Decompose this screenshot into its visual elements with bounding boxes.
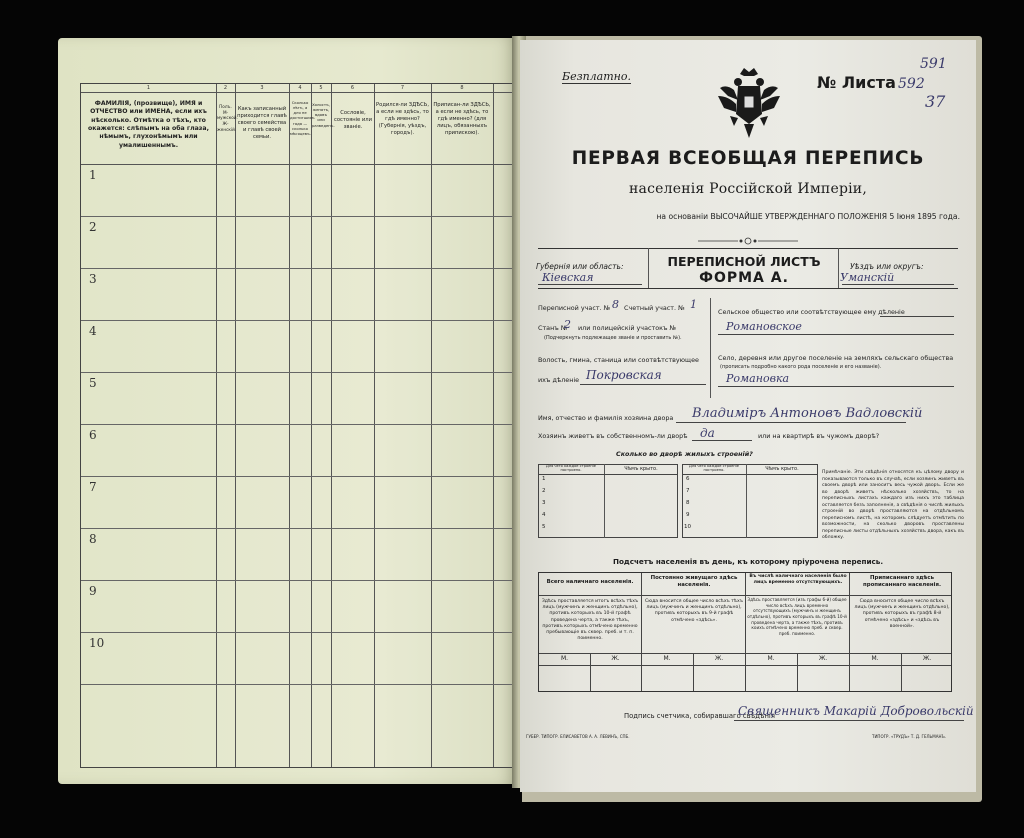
buildings-head-line: [538, 474, 678, 475]
census-entries-table: [80, 83, 514, 768]
ct-male: М.: [767, 655, 775, 662]
schetny-label: Счетный участ. №: [624, 304, 685, 312]
building-num: 5: [542, 524, 546, 530]
row-number: 2: [89, 220, 97, 234]
fields-divider: [710, 298, 711, 398]
building-num: 3: [542, 500, 546, 506]
sheet-number-handwritten: 592: [898, 76, 925, 92]
owner-lives-value: да: [700, 426, 715, 440]
perepisnoy-label: Переписной участ. №: [538, 304, 611, 312]
buildings-table-right: [682, 464, 818, 538]
underline: [718, 334, 954, 335]
row-line: [81, 268, 513, 269]
ct-desc-permanent: Сюда вносится общее число всѣхъ тѣхъ лицъ (мужчинъ и женщинъ отдѣльно), противъ которыхъ въ 9-й графѣ отмѣчено «здѣсь».: [645, 599, 743, 623]
buildings-table-left: [538, 464, 678, 538]
buildings-question: Сколько во дворѣ жилыхъ строеній?: [616, 450, 753, 458]
ct-female: Ж.: [611, 655, 620, 662]
row-number: 6: [89, 428, 97, 442]
row-line: [81, 320, 513, 321]
row-number: 7: [89, 480, 97, 494]
row-number: 1: [89, 168, 97, 182]
building-num: 10: [684, 524, 691, 530]
legal-basis: на основаніи ВЫСОЧАЙШЕ УТВЕРЖДЕННАГО ПОЛОЖЕНІЯ 5 Іюня 1895 года.: [656, 212, 960, 221]
selo-note: (прописать подробно какого рода поселеніе и его названіе).: [720, 364, 882, 370]
uezd-value: Уманскій: [840, 271, 895, 284]
underline: [842, 284, 954, 285]
header-box-line: [538, 248, 958, 249]
ct-line: [539, 595, 951, 596]
building-num: 8: [686, 500, 690, 506]
note-paragraph: Примѣчаніе. Эти свѣдѣнія относятся къ цѣлому двору и показываются только въ случаѣ, если хозяинъ живетъ въ своемъ дворѣ или заноситъ весь чужой дворъ. Если же во дворѣ живетъ нѣсколько хозяйствъ, то на переписныхъ листахъ каждаго изъ нихъ это таблица оставляется безъ заполненія, а свѣдѣнія о числѣ жилыхъ строеній во дворѣ проставляются на отдѣльномъ переписномъ листѣ, на которомъ слѣдуетъ отмѣтить по возможности, на сколько дворовъ проставлены переписные листы отдѣльныхъ хозяйствъ двора, какъ въ обложку.: [822, 470, 964, 541]
population-count-table: [538, 572, 952, 692]
row-line: [81, 580, 513, 581]
row-line: [81, 632, 513, 633]
row-line: [81, 528, 513, 529]
selskoe-label: Сельское общество или соотвѣтствующее ему дѣленіе: [718, 308, 905, 316]
ct-male: М.: [871, 655, 879, 662]
enumerator-signature-label: Подпись счетчика, собиравшаго свѣдѣнія: [624, 712, 775, 720]
stan-value: 2: [564, 318, 571, 331]
stan-tail: или полицейскій участокъ №: [578, 324, 677, 332]
building-num: 4: [542, 512, 546, 518]
underline: [880, 316, 954, 317]
ct-line: [539, 665, 951, 666]
building-num: 6: [686, 476, 690, 482]
row-line: [81, 476, 513, 477]
header-registered: Приписан-ли ЗДѢСЬ, а если не здѣсь, то гдѣ именно? (для лицъ, обязанныхъ припискою).: [433, 102, 491, 137]
row-line: [81, 216, 513, 217]
header-relation: Какъ записанный приходится главѣ своего семейства и главѣ своей семьи.: [237, 106, 287, 141]
header-marital: Холостъ, женатъ, вдовъ или разведенъ.: [312, 102, 335, 128]
left-page: [58, 38, 518, 784]
col-divider: [431, 84, 432, 767]
underline: [580, 384, 706, 385]
column-number: 3: [260, 85, 264, 91]
header-line: [81, 164, 513, 165]
ct-head-total: Всего наличнаго населенія.: [546, 579, 634, 585]
buildings-head-line: [682, 474, 818, 475]
underline: [538, 284, 642, 285]
ct-divider: [641, 573, 642, 691]
header-box-line: [538, 288, 958, 289]
perepisnoy-value: 8: [612, 298, 619, 311]
stan-label: Станъ №: [538, 324, 568, 332]
buildings-divider: [604, 464, 605, 538]
volost-label: Волость, гмина, станица или соотвѣтствующее: [538, 356, 699, 364]
archive-number-corner: 591: [920, 56, 947, 72]
ct-desc-total: Здѣсь проставляется итогъ всѣхъ тѣхъ лицъ (мужчинъ и женщинъ отдѣльно), противъ которыхъ въ 10-й графѣ проведена черта, а также тѣхъ, противъ которыхъ отмѣчено временно пребывающіе въ сквер. преб. и т. п. поименно.: [541, 599, 639, 642]
ornament-icon: [698, 236, 798, 246]
ct-head-registered: Приписаннаго здѣсь прописаннаго населенія.: [862, 575, 941, 589]
ct-female: Ж.: [818, 655, 828, 662]
uezd-label: Уѣздъ или округъ:: [850, 262, 924, 271]
owner-lives-tail: или на квартирѣ въ чужомъ дворѣ?: [758, 432, 880, 440]
owner-label: Имя, отчество и фамилія хозяина двора: [538, 414, 674, 422]
ct-head-absent: Въ числѣ наличнаго населенія было лицъ временно отсутствующихъ.: [749, 574, 847, 585]
row-line: [81, 372, 513, 373]
underline: [692, 440, 752, 441]
column-number: 5: [319, 85, 323, 91]
col-divider: [311, 84, 312, 767]
header-line: [81, 92, 513, 93]
row-number: 3: [89, 272, 97, 286]
row-line: [81, 684, 513, 685]
header-box-divider: [838, 248, 839, 288]
underline: [734, 720, 964, 721]
volost-label-2: ихъ дѣленіе: [538, 376, 580, 384]
schetny-value: 1: [690, 298, 697, 311]
col-divider: [235, 84, 236, 767]
ct-desc-absent: Здѣсь проставляется (изъ графы 6-й) общее число всѣхъ лицъ временно отсутствующихъ (мужчинъ и женщинъ отдѣльно), противъ которыхъ въ графѣ 10-й проведена черта, а также тѣхъ, противъ коихъ отмѣчено временно преб. и сквер. преб. поименно.: [747, 597, 847, 637]
column-number: 1: [146, 85, 151, 91]
col-divider: [216, 84, 217, 767]
selskoe-value: Романовское: [726, 320, 802, 333]
row-number: 10: [89, 636, 105, 650]
gubernia-label: Губернія или область:: [536, 262, 624, 271]
ct-head-permanent: Постоянно живущаго здѣсь населенія.: [650, 575, 738, 589]
enumerator-signature: Священникъ Макарій Добровольскій: [738, 704, 974, 718]
ct-female: Ж.: [714, 655, 724, 662]
building-num: 1: [542, 476, 546, 482]
column-number: 6: [350, 85, 355, 91]
ct-desc-registered: Сюда вносится общее число всѣхъ лицъ (мужчинъ и женщинъ отдѣльно), противъ которыхъ въ графѣ 8-й отмѣчено «здѣсь» и «здѣсь въ военной».: [854, 599, 950, 629]
header-age: Сколько лѣтъ, а для не достигшихъ года — сколько мѣсяцевъ.: [290, 100, 315, 136]
owner-lives-label: Хозяинъ живетъ въ собственномъ-ли дворѣ: [538, 432, 688, 440]
underline: [676, 422, 906, 423]
sheet-sub-number: 37: [925, 92, 946, 111]
right-page: [520, 40, 976, 792]
building-num: 2: [542, 488, 546, 494]
row-line: [81, 424, 513, 425]
selo-value: Романовка: [726, 372, 790, 385]
gubernia-value: Кіевская: [542, 271, 594, 284]
stan-note: (Подчеркнуть подлежащее званіе и проставить №).: [544, 335, 682, 341]
buildings-head-roof: Чѣмъ крыто.: [765, 466, 799, 472]
header-estate: Сословіе, состояніе или званіе.: [334, 110, 372, 131]
census-title: ПЕРВАЯ ВСЕОБЩАЯ ПЕРЕПИСЬ: [571, 148, 925, 169]
buildings-head-purpose: Для чего каждое строеніе построено.: [689, 464, 739, 472]
free-of-charge-label: Безплатно.: [562, 70, 632, 83]
column-number: 4: [298, 85, 302, 91]
col-divider: [493, 84, 494, 767]
row-number: 9: [89, 584, 97, 598]
ct-male: М.: [560, 655, 569, 662]
building-num: 9: [686, 512, 690, 518]
printer-imprint-right: ТИПОГР. «ТРУДЪ» Т. Д. ГЕЛЬМАНЪ.: [872, 734, 947, 739]
printer-imprint-left: ГУБЕР. ТИПОГР. ЕЛИСАВЕТОВ А. А. ЛЕВИНЪ, СПБ.: [526, 734, 630, 739]
buildings-head-purpose: Для чего каждое строеніе построено.: [546, 464, 596, 472]
census-subtitle: населенія Россійской Имперіи,: [629, 181, 867, 197]
header-box-divider: [648, 248, 649, 288]
form-title-line-2: ФОРМА А.: [699, 269, 789, 286]
col-divider: [374, 84, 375, 767]
header-name: ФАМИЛІЯ, (прозвище), ИМЯ и ОТЧЕСТВО или ИМЕНА, если ихъ нѣсколько. Отмѣтка о тѣхъ, кто окажется: слѣпымъ на оба глаза, нѣмымъ, глухонѣмымъ или умалишеннымъ.: [88, 100, 209, 149]
owner-value: Владиміръ Антоновъ Вадловскій: [692, 406, 923, 421]
ct-female: Ж.: [922, 655, 932, 662]
count-title: Подсчетъ населенія въ день, къ которому пріурочена перепись.: [612, 557, 884, 566]
column-number: 7: [400, 85, 405, 91]
double-headed-eagle-icon: [716, 66, 782, 140]
ct-male: М.: [663, 655, 671, 662]
ct-divider: [745, 573, 746, 691]
ct-divider: [849, 573, 850, 691]
underline: [718, 386, 954, 387]
col-divider: [289, 84, 290, 767]
header-birthplace: Родился-ли ЗДѢСЬ, а если не здѣсь, то гдѣ именно? (Губернія, уѣздъ, городъ).: [376, 102, 429, 137]
buildings-divider: [746, 464, 747, 538]
volost-value: Покровская: [586, 368, 662, 382]
column-number: 2: [223, 85, 228, 91]
buildings-head-roof: Чѣмъ крыто.: [624, 466, 658, 472]
ct-line: [539, 653, 951, 654]
row-number: 5: [89, 376, 97, 390]
form-title-line-1: ПЕРЕПИСНОЙ ЛИСТЪ: [667, 254, 821, 269]
building-num: 7: [686, 488, 690, 494]
row-number: 8: [89, 532, 97, 546]
form-title: [654, 254, 834, 287]
selo-label: Село, деревня или другое поселеніе на земляхъ сельскаго общества: [718, 354, 954, 362]
sheet-number-label: № Листа: [817, 73, 896, 92]
row-number: 4: [89, 324, 97, 338]
column-number: 8: [460, 85, 464, 91]
col-divider: [331, 84, 332, 767]
header-sex: Полъ. М-мужской. Ж-женскій.: [217, 104, 238, 132]
